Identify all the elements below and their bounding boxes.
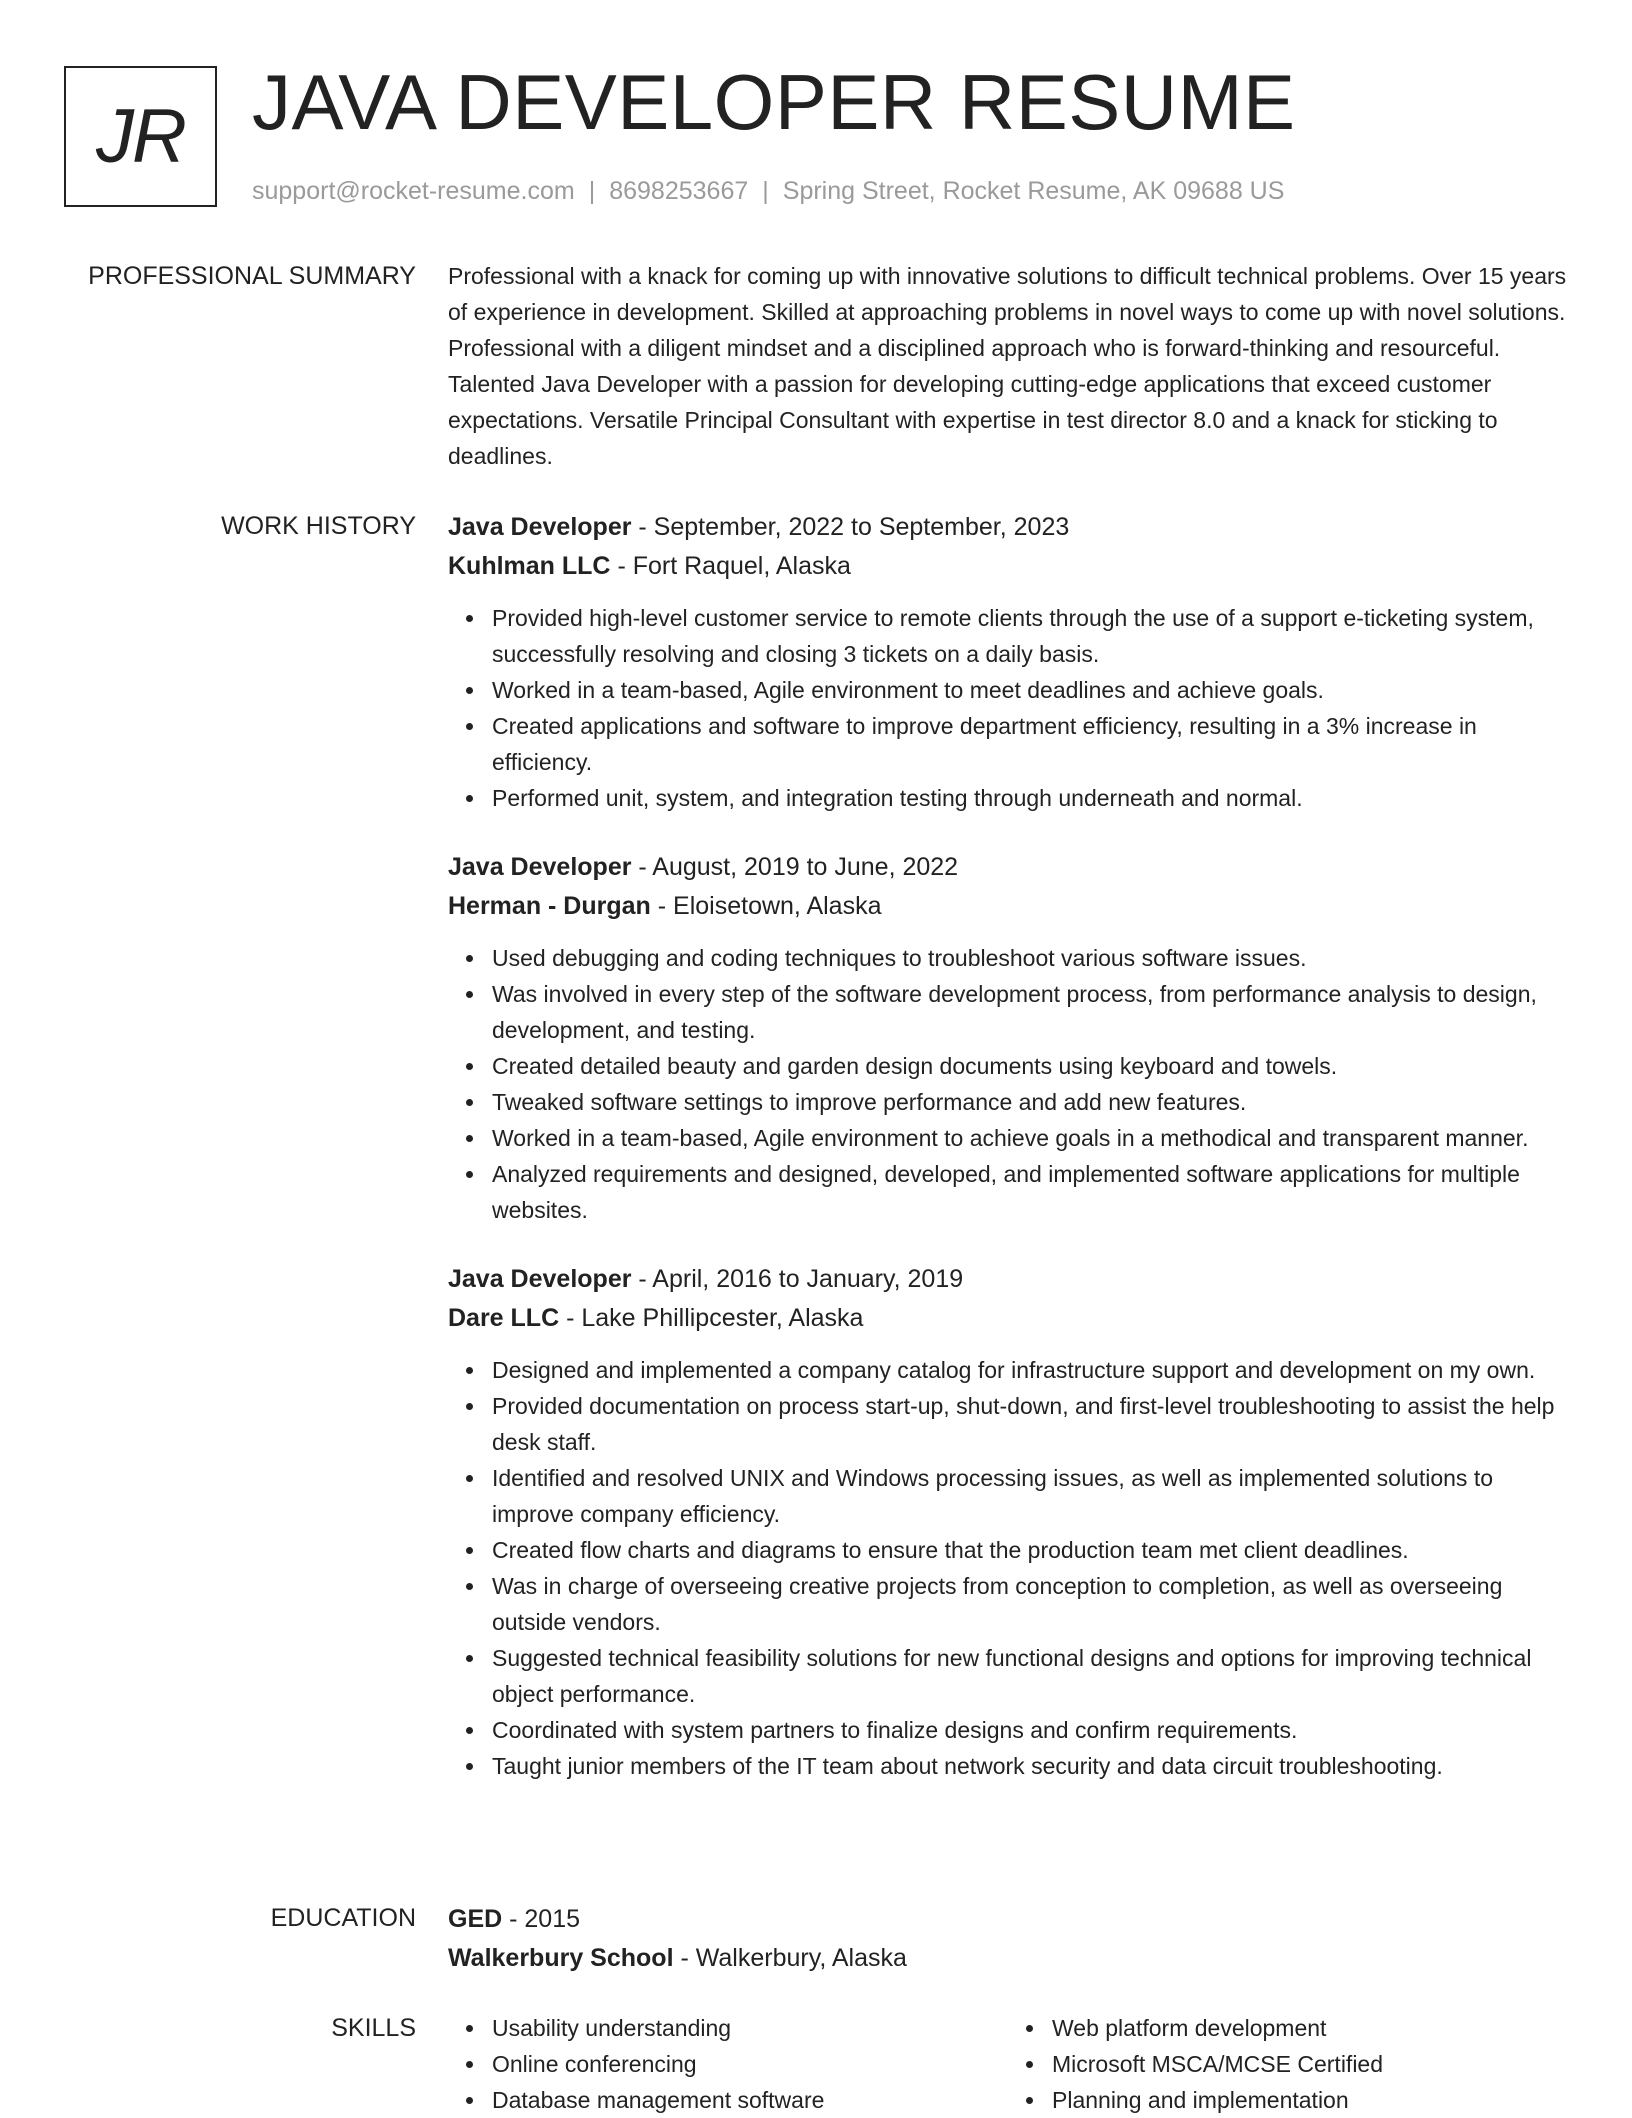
education-degree-line [448, 1900, 1568, 1939]
job-bullet: Created flow charts and diagrams to ensure that the production team met client deadlines. [492, 1532, 1568, 1568]
job-bullet: Taught junior members of the IT team about network security and data circuit troubleshooting. [492, 1748, 1568, 1784]
skill-item: Database management software [492, 2082, 1008, 2118]
job-bullets [448, 1352, 1568, 1784]
summary-body [448, 258, 1568, 474]
education-year: - 2015 [502, 1905, 581, 1933]
education-school-line [448, 1939, 1568, 1978]
skills-columns [448, 2010, 1568, 2118]
job-bullet: Identified and resolved UNIX and Windows processing issues, as well as implemented solutions to improve company efficiency. [492, 1460, 1568, 1532]
job-bullet: Created detailed beauty and garden design documents using keyboard and towels. [492, 1048, 1568, 1084]
job-bullet: Created applications and software to improve department efficiency, resulting in a 3% increase in efficiency. [492, 708, 1568, 780]
job-location: - Lake Phillipcester, Alaska [559, 1304, 864, 1332]
job-title-line [448, 1260, 1568, 1299]
summary-text: Professional with a knack for coming up with innovative solutions to difficult technical problems. Over 15 years of experience in development. Skilled at approaching problems in novel ways to come up with novel solutions. Professional with a diligent mindset and a disciplined approach who is forward-thinking and resourceful. Talented Java Developer with a passion for developing cutting-edge applications that exceed customer expectations. Versatile Principal Consultant with expertise in test director 8.0 and a knack for sticking to deadlines. [448, 263, 1567, 469]
job-bullet: Used debugging and coding techniques to troubleshoot various software issues. [492, 940, 1568, 976]
job-company-line [448, 887, 1568, 926]
education-degree: GED [448, 1905, 503, 1933]
section-label-summary: PROFESSIONAL SUMMARY [88, 262, 416, 290]
education-location: - Walkerbury, Alaska [673, 1944, 907, 1972]
skills-list-left [448, 2010, 1008, 2118]
job-dates: - September, 2022 to September, 2023 [631, 513, 1070, 541]
job-entry [448, 508, 1568, 816]
job-location: - Eloisetown, Alaska [650, 892, 882, 920]
job-bullet: Coordinated with system partners to finalize designs and confirm requirements. [492, 1712, 1568, 1748]
job-entry [448, 1260, 1568, 1784]
education-body [448, 1900, 1568, 1978]
contact-address: Spring Street, Rocket Resume, AK 09688 US [782, 177, 1285, 205]
job-entry [448, 848, 1568, 1228]
job-company: Herman - Durgan [448, 892, 651, 920]
skill-item: Planning and implementation [1052, 2082, 1568, 2118]
job-bullet: Analyzed requirements and designed, developed, and implemented software applications for multiple websites. [492, 1156, 1568, 1228]
contact-email: support@rocket-resume.com [252, 177, 575, 205]
job-bullets [448, 940, 1568, 1228]
skill-item: Microsoft MSCA/MCSE Certified [1052, 2046, 1568, 2082]
job-company: Kuhlman LLC [448, 552, 611, 580]
job-bullet: Was in charge of overseeing creative projects from conception to completion, as well as overseeing outside vendors. [492, 1568, 1568, 1640]
skills-body [448, 2010, 1568, 2118]
job-title: Java Developer [448, 853, 632, 881]
job-company-line [448, 1299, 1568, 1338]
page-title: JAVA DEVELOPER RESUME [252, 58, 1296, 146]
job-dates: - August, 2019 to June, 2022 [631, 853, 959, 881]
job-bullet: Performed unit, system, and integration testing through underneath and normal. [492, 780, 1568, 816]
monogram-logo: JR [64, 66, 217, 207]
skill-item: Online conferencing [492, 2046, 1008, 2082]
work-history-body [448, 508, 1568, 1816]
contact-line [252, 176, 1284, 206]
job-bullet: Provided high-level customer service to remote clients through the use of a support e-ticketing system, successfully resolving and closing 3 tickets on a daily basis. [492, 600, 1568, 672]
job-bullet: Provided documentation on process start-up, shut-down, and first-level troubleshooting to assist the help desk staff. [492, 1388, 1568, 1460]
skills-list-right [1008, 2010, 1568, 2118]
job-bullet: Suggested technical feasibility solutions for new functional designs and options for improving technical object performance. [492, 1640, 1568, 1712]
job-title-line [448, 508, 1568, 547]
job-company-line [448, 547, 1568, 586]
contact-separator: | [588, 177, 596, 205]
section-label-skills: SKILLS [331, 2014, 416, 2042]
education-school: Walkerbury School [448, 1944, 674, 1972]
job-bullet: Tweaked software settings to improve performance and add new features. [492, 1084, 1568, 1120]
job-bullet: Was involved in every step of the software development process, from performance analysis to design, development, and testing. [492, 976, 1568, 1048]
job-dates: - April, 2016 to January, 2019 [631, 1265, 964, 1293]
job-bullet: Worked in a team-based, Agile environment to meet deadlines and achieve goals. [492, 672, 1568, 708]
job-bullet: Designed and implemented a company catalog for infrastructure support and development on my own. [492, 1352, 1568, 1388]
section-label-work-history: WORK HISTORY [221, 512, 416, 540]
job-company: Dare LLC [448, 1304, 560, 1332]
section-label-education: EDUCATION [270, 1904, 416, 1932]
job-title: Java Developer [448, 1265, 632, 1293]
job-location: - Fort Raquel, Alaska [610, 552, 851, 580]
job-bullet: Worked in a team-based, Agile environment to achieve goals in a methodical and transparent manner. [492, 1120, 1568, 1156]
job-title-line [448, 848, 1568, 887]
skill-item: Usability understanding [492, 2010, 1008, 2046]
contact-phone: 8698253667 [609, 177, 749, 205]
job-title: Java Developer [448, 513, 632, 541]
job-bullets [448, 600, 1568, 816]
contact-separator: | [762, 177, 769, 205]
skill-item: Web platform development [1052, 2010, 1568, 2046]
